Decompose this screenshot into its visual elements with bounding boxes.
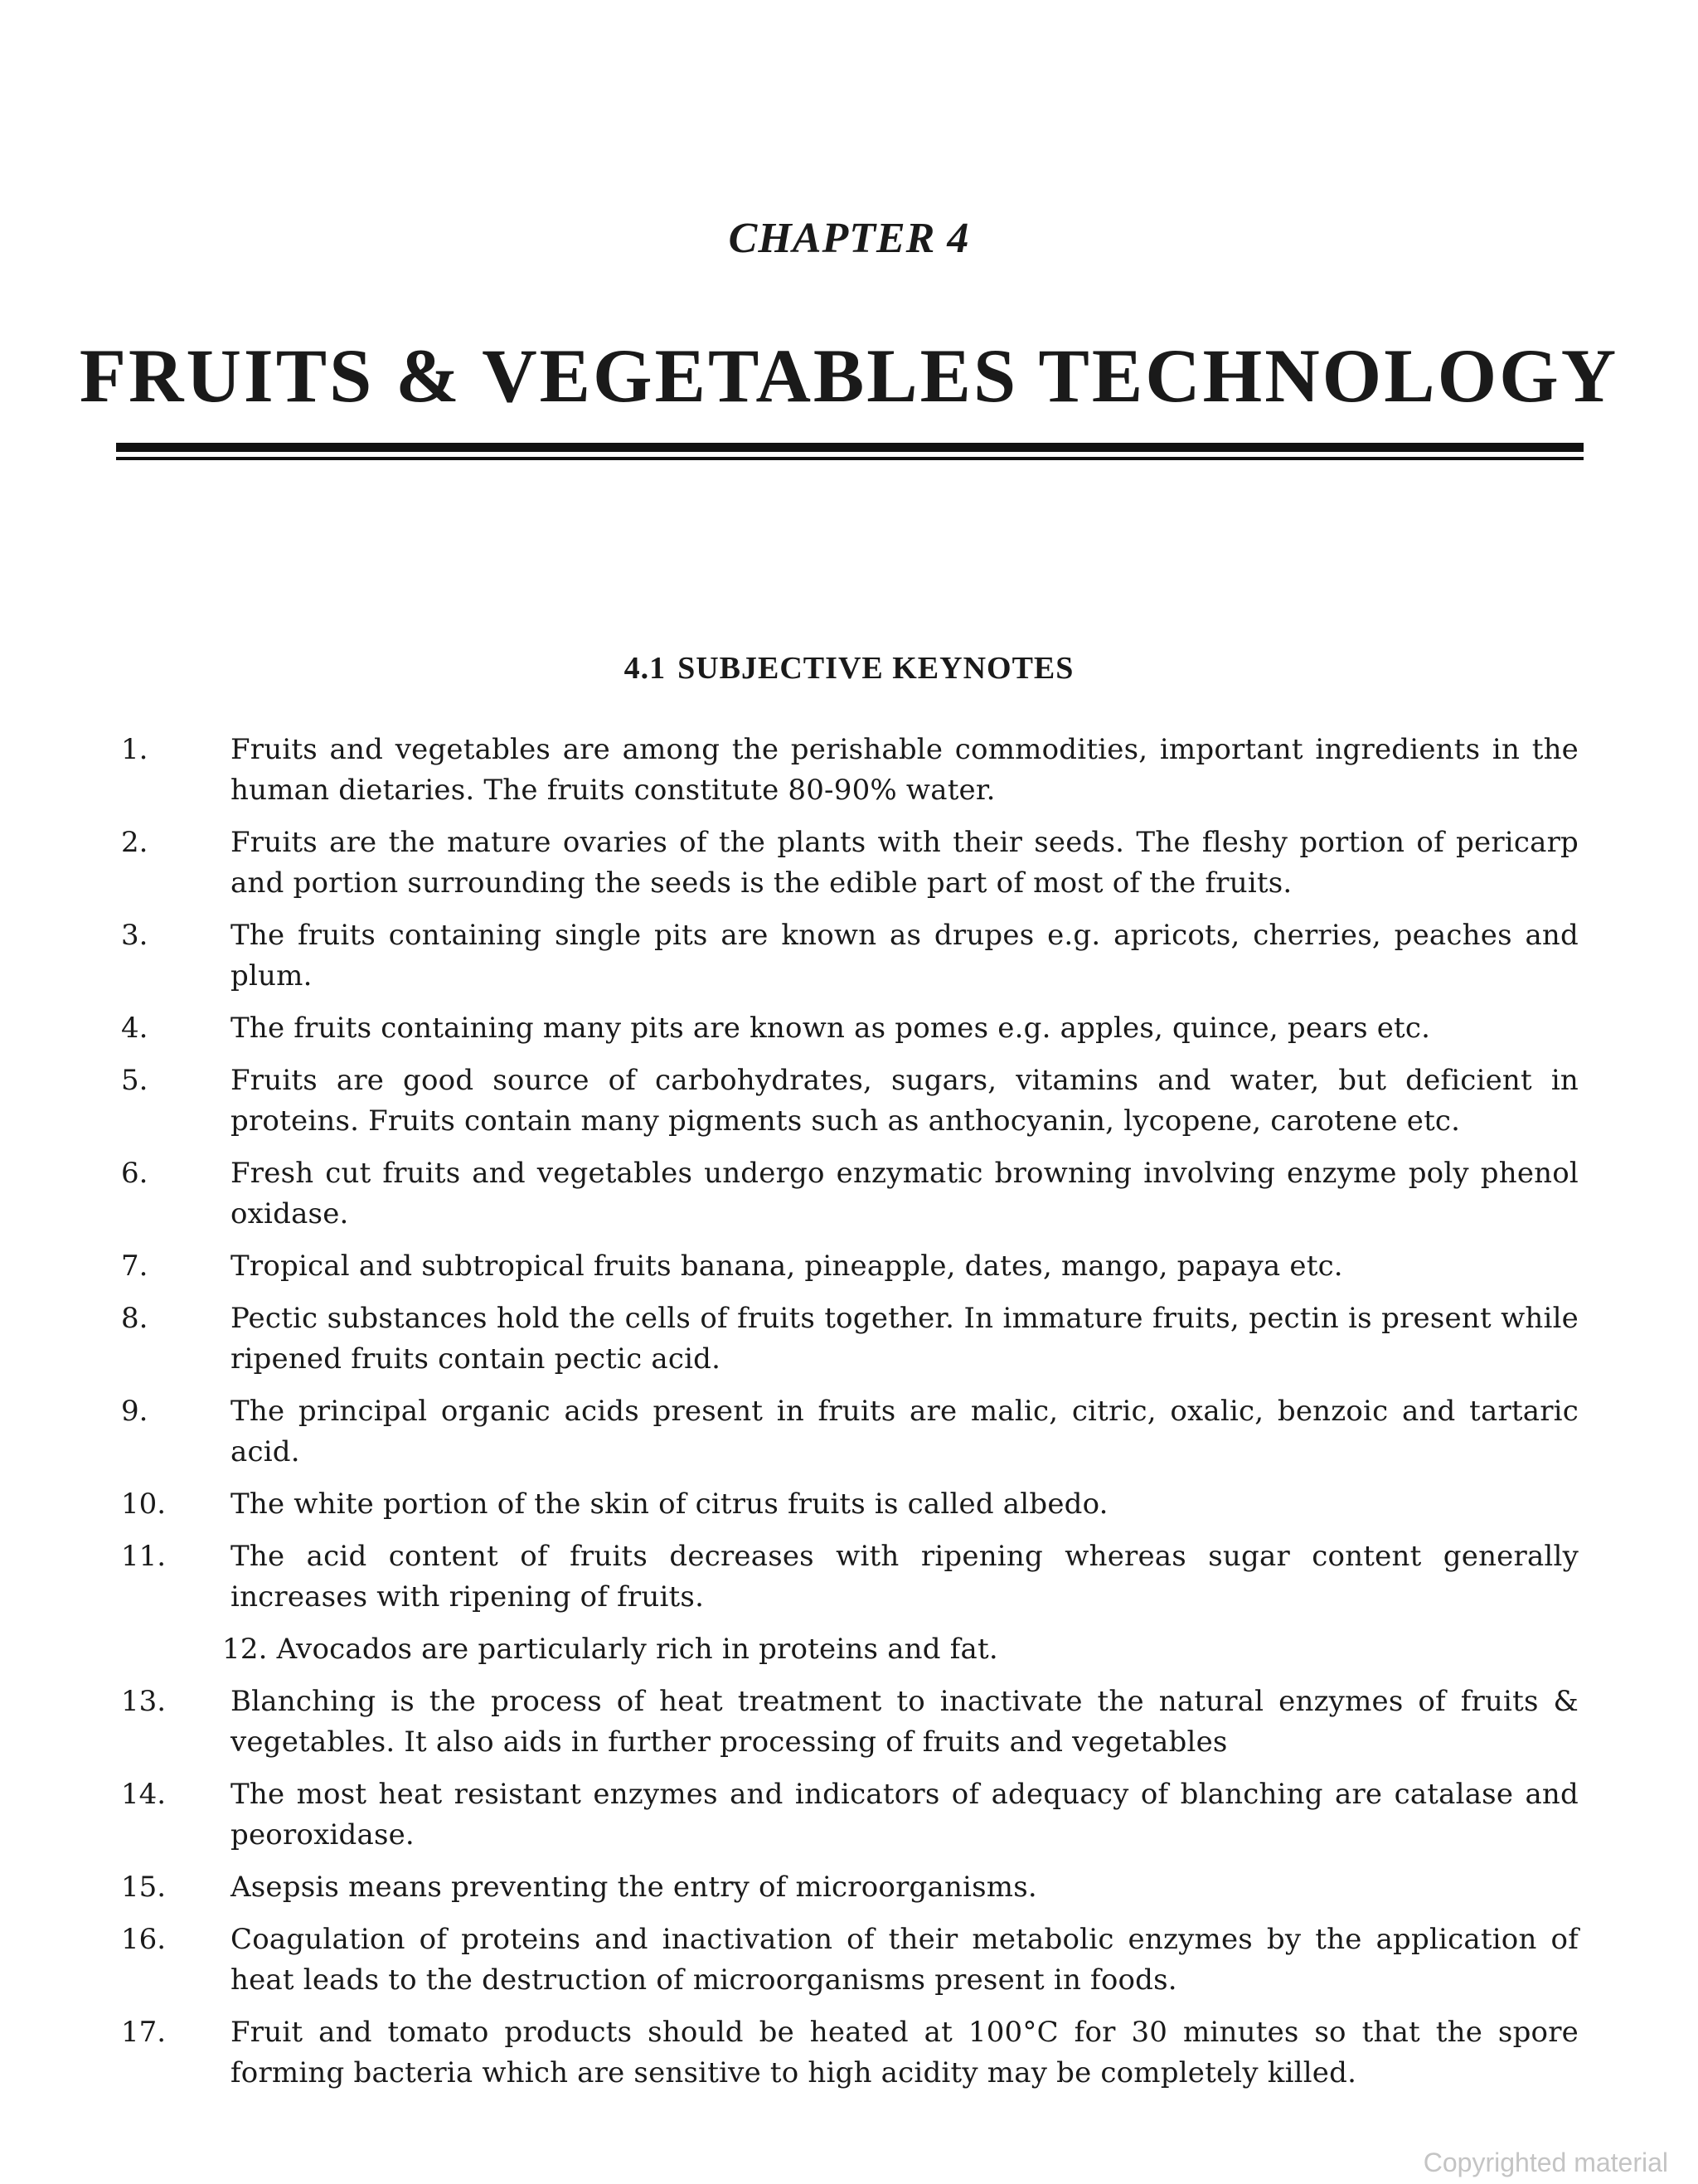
- keynote-text: Tropical and subtropical fruits banana, pineapple, dates, mango, papaya etc.: [230, 1250, 1343, 1283]
- keynote-item: [0, 1867, 1698, 1908]
- keynote-number: 11.: [121, 1540, 167, 1573]
- keynote-number: 5.: [121, 1064, 148, 1097]
- keynote-item: [0, 823, 1698, 904]
- keynote-item: [0, 1391, 1698, 1473]
- copyright-watermark: Copyrighted material: [1423, 2148, 1668, 2177]
- keynote-text: 12. Avocados are particularly rich in proteins and fat.: [222, 1633, 998, 1666]
- keynote-item: [0, 1919, 1698, 2001]
- keynote-number: 3.: [121, 919, 148, 952]
- keynote-number: 10.: [121, 1488, 167, 1521]
- keynote-text: Pectic substances hold the cells of fruits together. In immature fruits, pectin is present while ripened fruits contain pectic acid.: [230, 1302, 1579, 1376]
- keynote-item: [0, 1298, 1698, 1380]
- keynote-item: [0, 1536, 1698, 1618]
- keynote-text: Coagulation of proteins and inactivation of their metabolic enzymes by the application of heat leads to the destruction of microorganisms present in foods.: [230, 1923, 1579, 1997]
- keynote-item: [0, 730, 1698, 811]
- keynote-item: [0, 1246, 1698, 1287]
- chapter-title: FRUITS & VEGETABLES TECHNOLOGY: [79, 333, 1619, 418]
- title-rule-thin: [116, 457, 1584, 460]
- keynote-text: The fruits containing many pits are known as pomes e.g. apples, quince, pears etc.: [230, 1012, 1431, 1045]
- keynote-number: 1.: [121, 733, 148, 766]
- title-rule-thick: [116, 443, 1584, 452]
- keynote-item: [0, 2012, 1698, 2094]
- keynote-text: The white portion of the skin of citrus fruits is called albedo.: [230, 1488, 1109, 1521]
- keynote-text: The fruits containing single pits are known as drupes e.g. apricots, cherries, peaches and plum.: [230, 919, 1579, 993]
- keynote-number: 15.: [121, 1871, 167, 1904]
- keynote-text: Fruits are the mature ovaries of the plants with their seeds. The fleshy portion of pericarp and portion surrounding the seeds is the edible part of most of the fruits.: [230, 826, 1579, 900]
- keynote-number: 14.: [121, 1778, 167, 1811]
- keynote-text: Blanching is the process of heat treatment to inactivate the natural enzymes of fruits & vegetables. It also aids in further processing of fruits and vegetables: [230, 1685, 1579, 1759]
- keynote-text: Fresh cut fruits and vegetables undergo enzymatic browning involving enzyme poly phenol oxidase.: [230, 1157, 1579, 1230]
- keynote-item: [0, 1629, 1698, 1670]
- keynote-item: [0, 1060, 1698, 1142]
- keynote-number: 7.: [121, 1250, 148, 1283]
- keynote-text: Fruits are good source of carbohydrates, sugars, vitamins and water, but deficient in proteins. Fruits contain many pigments such as anthocyanin, lycopene, carotene etc.: [230, 1064, 1579, 1138]
- keynote-text: Fruit and tomato products should be heated at 100°C for 30 minutes so that the spore forming bacteria which are sensitive to high acidity may be completely killed.: [230, 2016, 1579, 2089]
- keynote-item: [0, 1774, 1698, 1856]
- keynote-item: [0, 1484, 1698, 1525]
- keynote-item: [0, 915, 1698, 997]
- keynote-number: 6.: [121, 1157, 148, 1190]
- keynote-number: 16.: [121, 1923, 167, 1956]
- chapter-label: CHAPTER 4: [728, 215, 970, 262]
- keynote-number: 4.: [121, 1012, 148, 1045]
- keynote-list: [0, 730, 1698, 2105]
- keynote-number: 2.: [121, 826, 148, 859]
- keynote-text: Fruits and vegetables are among the perishable commodities, important ingredients in the human dietaries. The fruits constitute 80-90% water.: [230, 733, 1579, 807]
- keynote-item: [0, 1682, 1698, 1763]
- keynote-number: 9.: [121, 1395, 148, 1428]
- keynote-item: [0, 1153, 1698, 1235]
- keynote-text: Asepsis means preventing the entry of microorganisms.: [230, 1871, 1037, 1904]
- section-heading: [0, 650, 1698, 687]
- keynote-text: The acid content of fruits decreases with ripening whereas sugar content generally increases with ripening of fruits.: [230, 1540, 1579, 1614]
- section-title: SUBJECTIVE KEYNOTES: [677, 651, 1075, 686]
- keynote-number: 13.: [121, 1685, 167, 1718]
- keynote-number: 8.: [121, 1302, 148, 1335]
- section-number: 4.1: [623, 651, 667, 686]
- keynote-item: [0, 1008, 1698, 1049]
- keynote-number: 17.: [121, 2016, 167, 2049]
- keynote-text: The most heat resistant enzymes and indicators of adequacy of blanching are catalase and peoroxidase.: [230, 1778, 1579, 1852]
- keynote-text: The principal organic acids present in fruits are malic, citric, oxalic, benzoic and tartaric acid.: [230, 1395, 1579, 1468]
